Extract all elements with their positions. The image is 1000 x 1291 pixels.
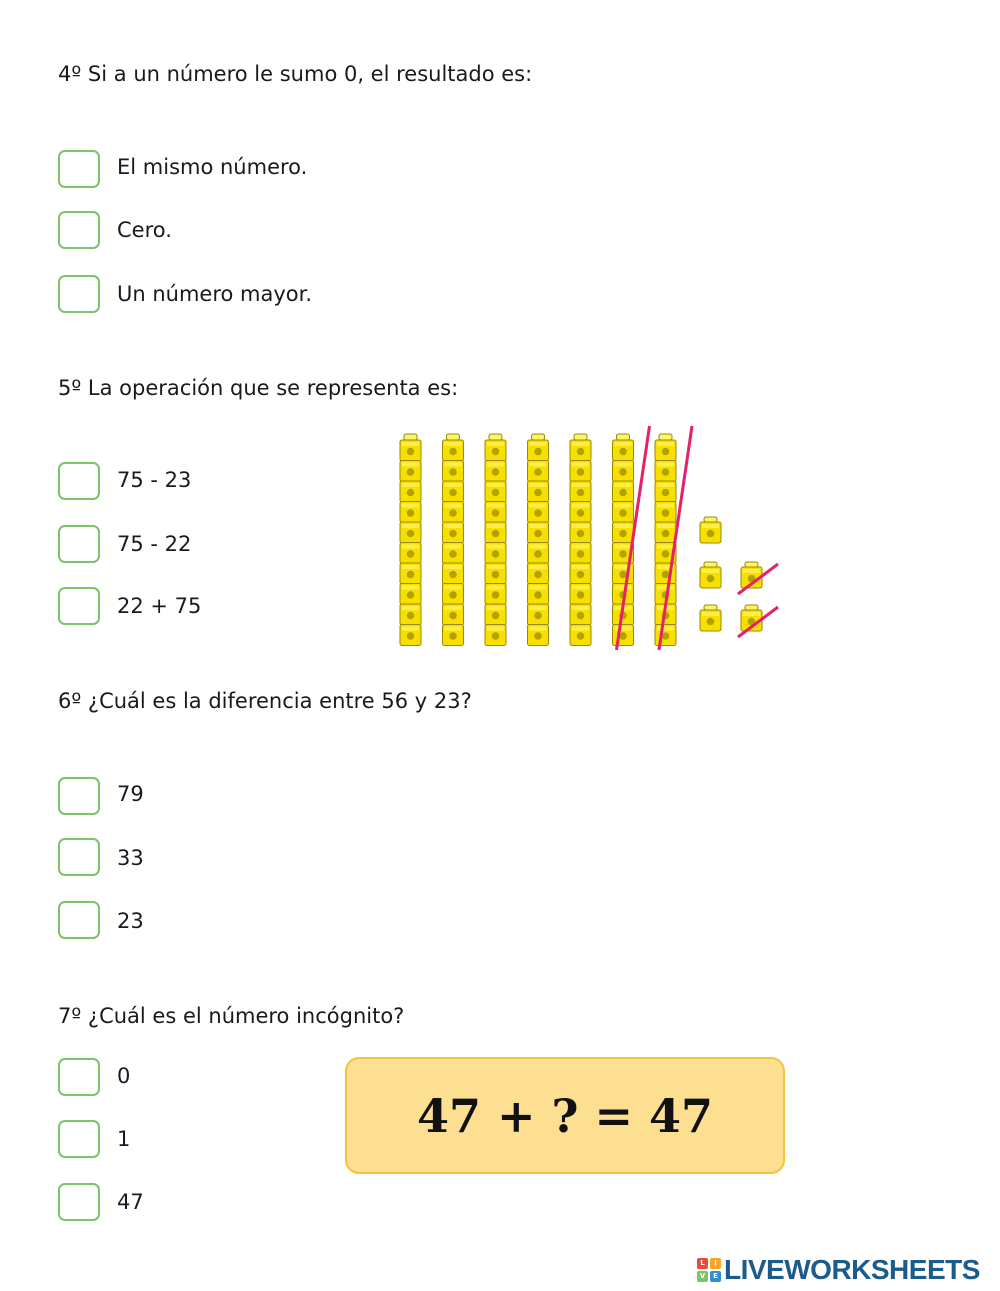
ten-rod-5 (570, 434, 591, 646)
q5-option-1-checkbox[interactable] (58, 462, 100, 500)
q4-option-1-checkbox[interactable] (58, 150, 100, 188)
base-ten-blocks-illustration (395, 420, 790, 655)
q7-option-1-label: 0 (117, 1064, 131, 1088)
question-5-prompt: 5º La operación que se representa es: (58, 376, 459, 400)
question-4-prompt: 4º Si a un número le sumo 0, el resultado es: (58, 62, 533, 86)
q7-option-3-checkbox[interactable] (58, 1183, 100, 1221)
ten-rod-4 (528, 434, 549, 646)
liveworksheets-logo (697, 1255, 980, 1285)
q7-option-1-checkbox[interactable] (58, 1058, 100, 1096)
q4-option-2-label: Cero. (117, 218, 172, 242)
q4-option-2-checkbox[interactable] (58, 211, 100, 249)
logo-mark-icon: L I V E (697, 1258, 721, 1282)
q6-option-2-label: 33 (117, 846, 144, 870)
logo-text: LIVEWORKSHEETS (724, 1254, 980, 1285)
q5-option-2-checkbox[interactable] (58, 525, 100, 563)
q6-option-1-label: 79 (117, 782, 144, 806)
ten-rod-3 (485, 434, 506, 646)
q4-option-1-label: El mismo número. (117, 155, 308, 179)
equation-text: 47 + ? = 47 (416, 1088, 714, 1143)
q5-option-1-label: 75 - 23 (117, 468, 192, 492)
unit-cube-2 (700, 562, 721, 588)
question-7-prompt: 7º ¿Cuál es el número incógnito? (58, 1004, 405, 1028)
q5-option-3-checkbox[interactable] (58, 587, 100, 625)
q7-option-2-checkbox[interactable] (58, 1120, 100, 1158)
ten-rod-2 (443, 434, 464, 646)
q6-option-1-checkbox[interactable] (58, 777, 100, 815)
q7-option-3-label: 47 (117, 1190, 144, 1214)
q5-option-3-label: 22 + 75 (117, 594, 202, 618)
q4-option-3-label: Un número mayor. (117, 282, 313, 306)
q4-option-3-checkbox[interactable] (58, 275, 100, 313)
unit-cube-1 (700, 517, 721, 543)
equation-card (345, 1057, 785, 1174)
ten-rod-1 (400, 434, 421, 646)
q6-option-2-checkbox[interactable] (58, 838, 100, 876)
unit-cube-4 (700, 605, 721, 631)
q6-option-3-checkbox[interactable] (58, 901, 100, 939)
q6-option-3-label: 23 (117, 909, 144, 933)
q7-option-2-label: 1 (117, 1127, 131, 1151)
question-6-prompt: 6º ¿Cuál es la diferencia entre 56 y 23? (58, 689, 472, 713)
q5-option-2-label: 75 - 22 (117, 532, 192, 556)
